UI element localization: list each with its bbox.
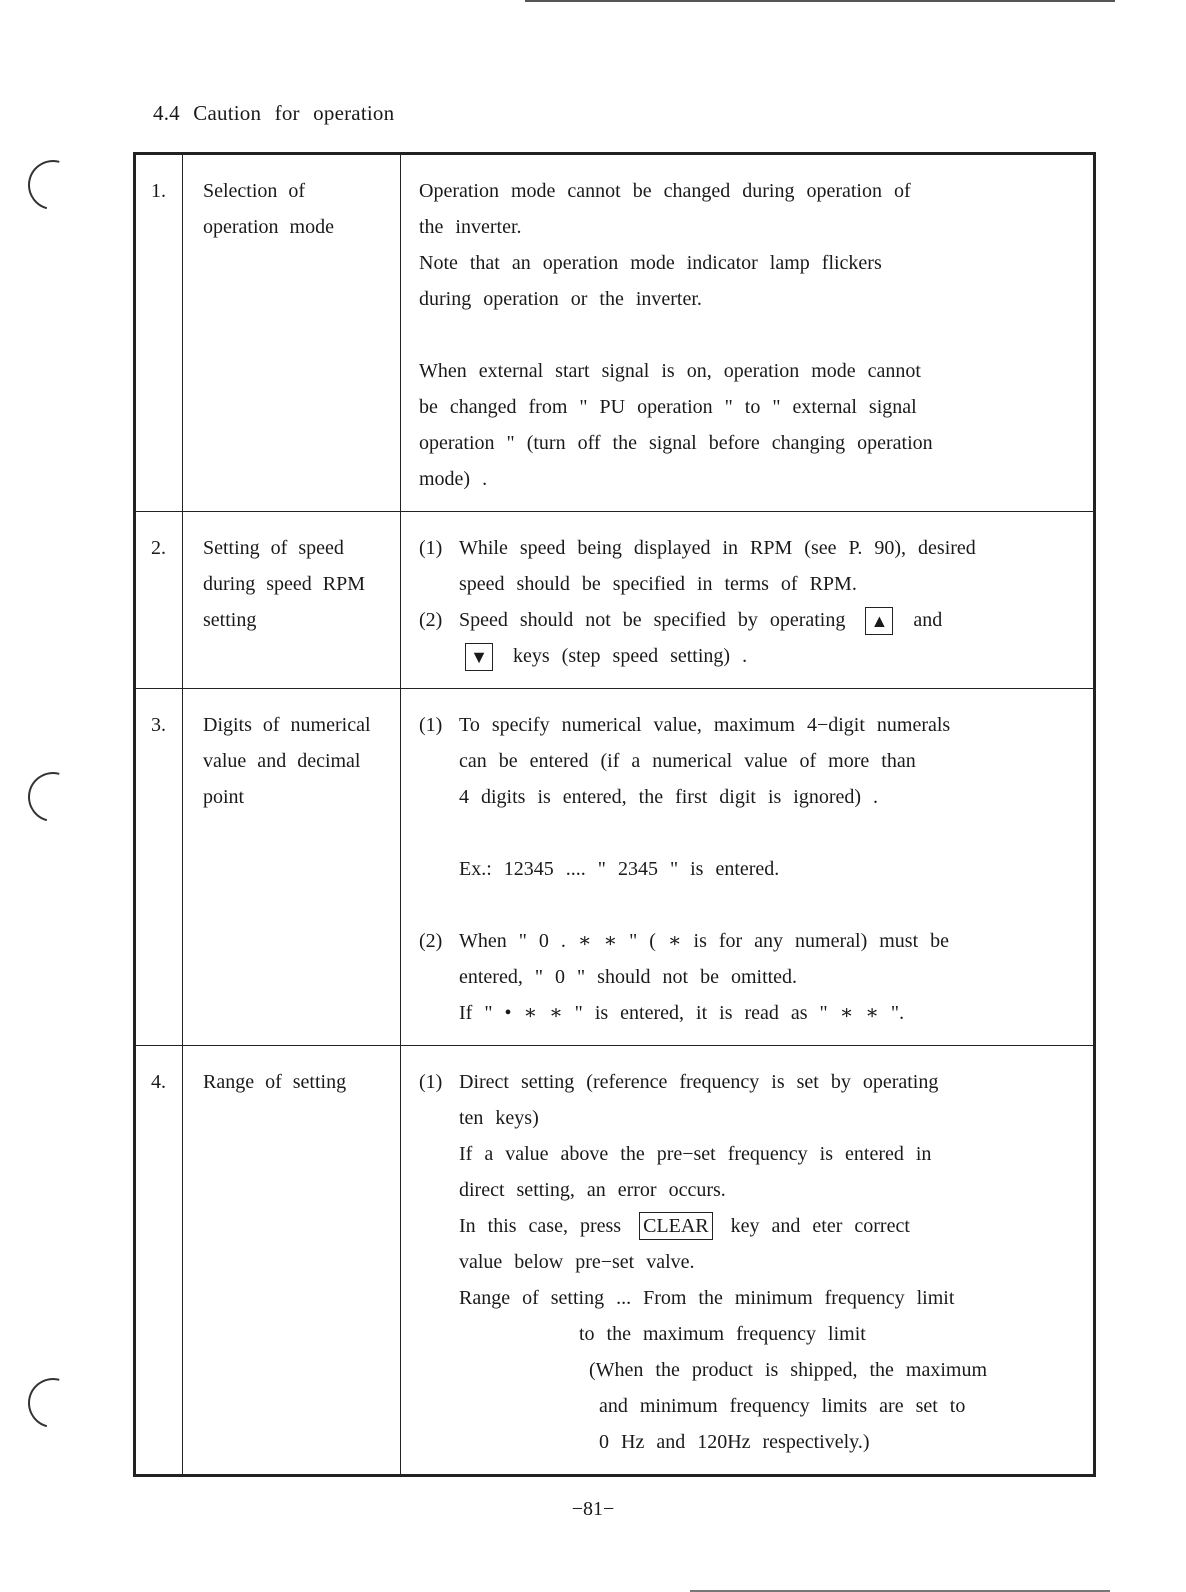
table-row xyxy=(135,512,1095,689)
table-row xyxy=(135,154,1095,512)
punch-hole-icon xyxy=(19,151,87,219)
detail-line: Operation mode cannot be changed during operation of xyxy=(419,180,911,202)
topic-line: point xyxy=(203,786,245,808)
detail-line: If a value above the pre−set frequency is entered in xyxy=(459,1143,932,1165)
topic-line: operation mode xyxy=(203,216,334,238)
topic-line: Range of setting xyxy=(203,1071,347,1093)
topic-line: Setting of speed xyxy=(203,537,344,559)
detail-line: and minimum frequency limits are set to xyxy=(599,1395,966,1417)
detail-line: Note that an operation mode indicator lamp flickers xyxy=(419,252,882,274)
item-marker: (1) xyxy=(419,1071,443,1093)
detail-line: (When the product is shipped, the maximum xyxy=(589,1359,988,1381)
detail-line: mode) . xyxy=(419,468,488,490)
detail-line: 0 Hz and 120Hz respectively.) xyxy=(599,1431,870,1453)
detail-line: direct setting, an error occurs. xyxy=(459,1179,726,1201)
detail-line: When " 0 . ∗ ∗ " ( ∗ is for any numeral) must be xyxy=(459,930,950,952)
row-topic xyxy=(183,689,401,1046)
detail-line: to the maximum frequency limit xyxy=(579,1323,866,1345)
detail-word: and xyxy=(913,609,943,631)
section-title: 4.4 Caution for operation xyxy=(153,101,395,125)
detail-line: If " • ∗ ∗ " is entered, it is read as " ∗ ∗ ". xyxy=(459,1002,905,1024)
punch-hole-icon xyxy=(19,763,87,831)
detail-line: operation " (turn off the signal before changing operation xyxy=(419,432,933,454)
topic-line: Selection of xyxy=(203,180,306,202)
list-item xyxy=(419,1064,1085,1460)
detail-line: In this case, press xyxy=(459,1215,622,1237)
detail-line: When external start signal is on, operation mode cannot xyxy=(419,360,921,382)
detail-line: Range of setting ... From the minimum frequency limit xyxy=(459,1287,955,1309)
row-detail xyxy=(401,512,1095,689)
detail-line: ten keys) xyxy=(459,1107,539,1129)
caution-table xyxy=(133,152,1096,1477)
item-marker: (1) xyxy=(419,537,443,559)
row-number: 1. xyxy=(135,154,183,512)
example-line: Ex.: 12345 .... " 2345 " is entered. xyxy=(459,858,780,880)
detail-line: value below pre−set valve. xyxy=(459,1251,695,1273)
list-item xyxy=(419,602,1085,674)
detail-line: speed should be specified in terms of RPM. xyxy=(459,573,857,595)
row-topic xyxy=(183,1046,401,1476)
top-rule xyxy=(525,0,1115,2)
detail-line: during operation or the inverter. xyxy=(419,288,702,310)
detail-line: the inverter. xyxy=(419,216,522,238)
table-row xyxy=(135,689,1095,1046)
list-item xyxy=(419,707,1085,923)
list-item xyxy=(419,530,1085,602)
detail-line: 4 digits is entered, the first digit is ignored) . xyxy=(459,786,879,808)
topic-line: setting xyxy=(203,609,257,631)
row-topic xyxy=(183,512,401,689)
row-detail xyxy=(401,1046,1095,1476)
down-arrow-key-icon: ▼ xyxy=(465,643,493,671)
row-detail xyxy=(401,689,1095,1046)
detail-line: Direct setting (reference frequency is set by operating xyxy=(459,1071,939,1093)
topic-line: Digits of numerical xyxy=(203,714,371,736)
detail-line: To specify numerical value, maximum 4−digit numerals xyxy=(459,714,951,736)
detail-line: key and eter correct xyxy=(730,1215,910,1237)
row-detail xyxy=(401,154,1095,512)
detail-line: Speed should not be specified by operating xyxy=(459,609,846,631)
row-number: 3. xyxy=(135,689,183,1046)
row-topic xyxy=(183,154,401,512)
item-marker: (1) xyxy=(419,714,443,736)
detail-line: can be entered (if a numerical value of more than xyxy=(459,750,916,772)
punch-hole-icon xyxy=(19,1369,87,1437)
topic-line: during speed RPM xyxy=(203,573,365,595)
table-row xyxy=(135,1046,1095,1476)
detail-line: keys (step speed setting) . xyxy=(513,645,748,667)
row-number: 4. xyxy=(135,1046,183,1476)
topic-line: value and decimal xyxy=(203,750,361,772)
up-arrow-key-icon: ▲ xyxy=(865,607,893,635)
row-number: 2. xyxy=(135,512,183,689)
clear-key-label: CLEAR xyxy=(639,1212,713,1240)
detail-line: be changed from " PU operation " to " external signal xyxy=(419,396,917,418)
detail-line: entered, " 0 " should not be omitted. xyxy=(459,966,798,988)
item-marker: (2) xyxy=(419,609,443,631)
list-item xyxy=(419,923,1085,1031)
page-number: −81− xyxy=(571,1498,615,1520)
detail-line: While speed being displayed in RPM (see P. 90), desired xyxy=(459,537,976,559)
item-marker: (2) xyxy=(419,930,443,952)
